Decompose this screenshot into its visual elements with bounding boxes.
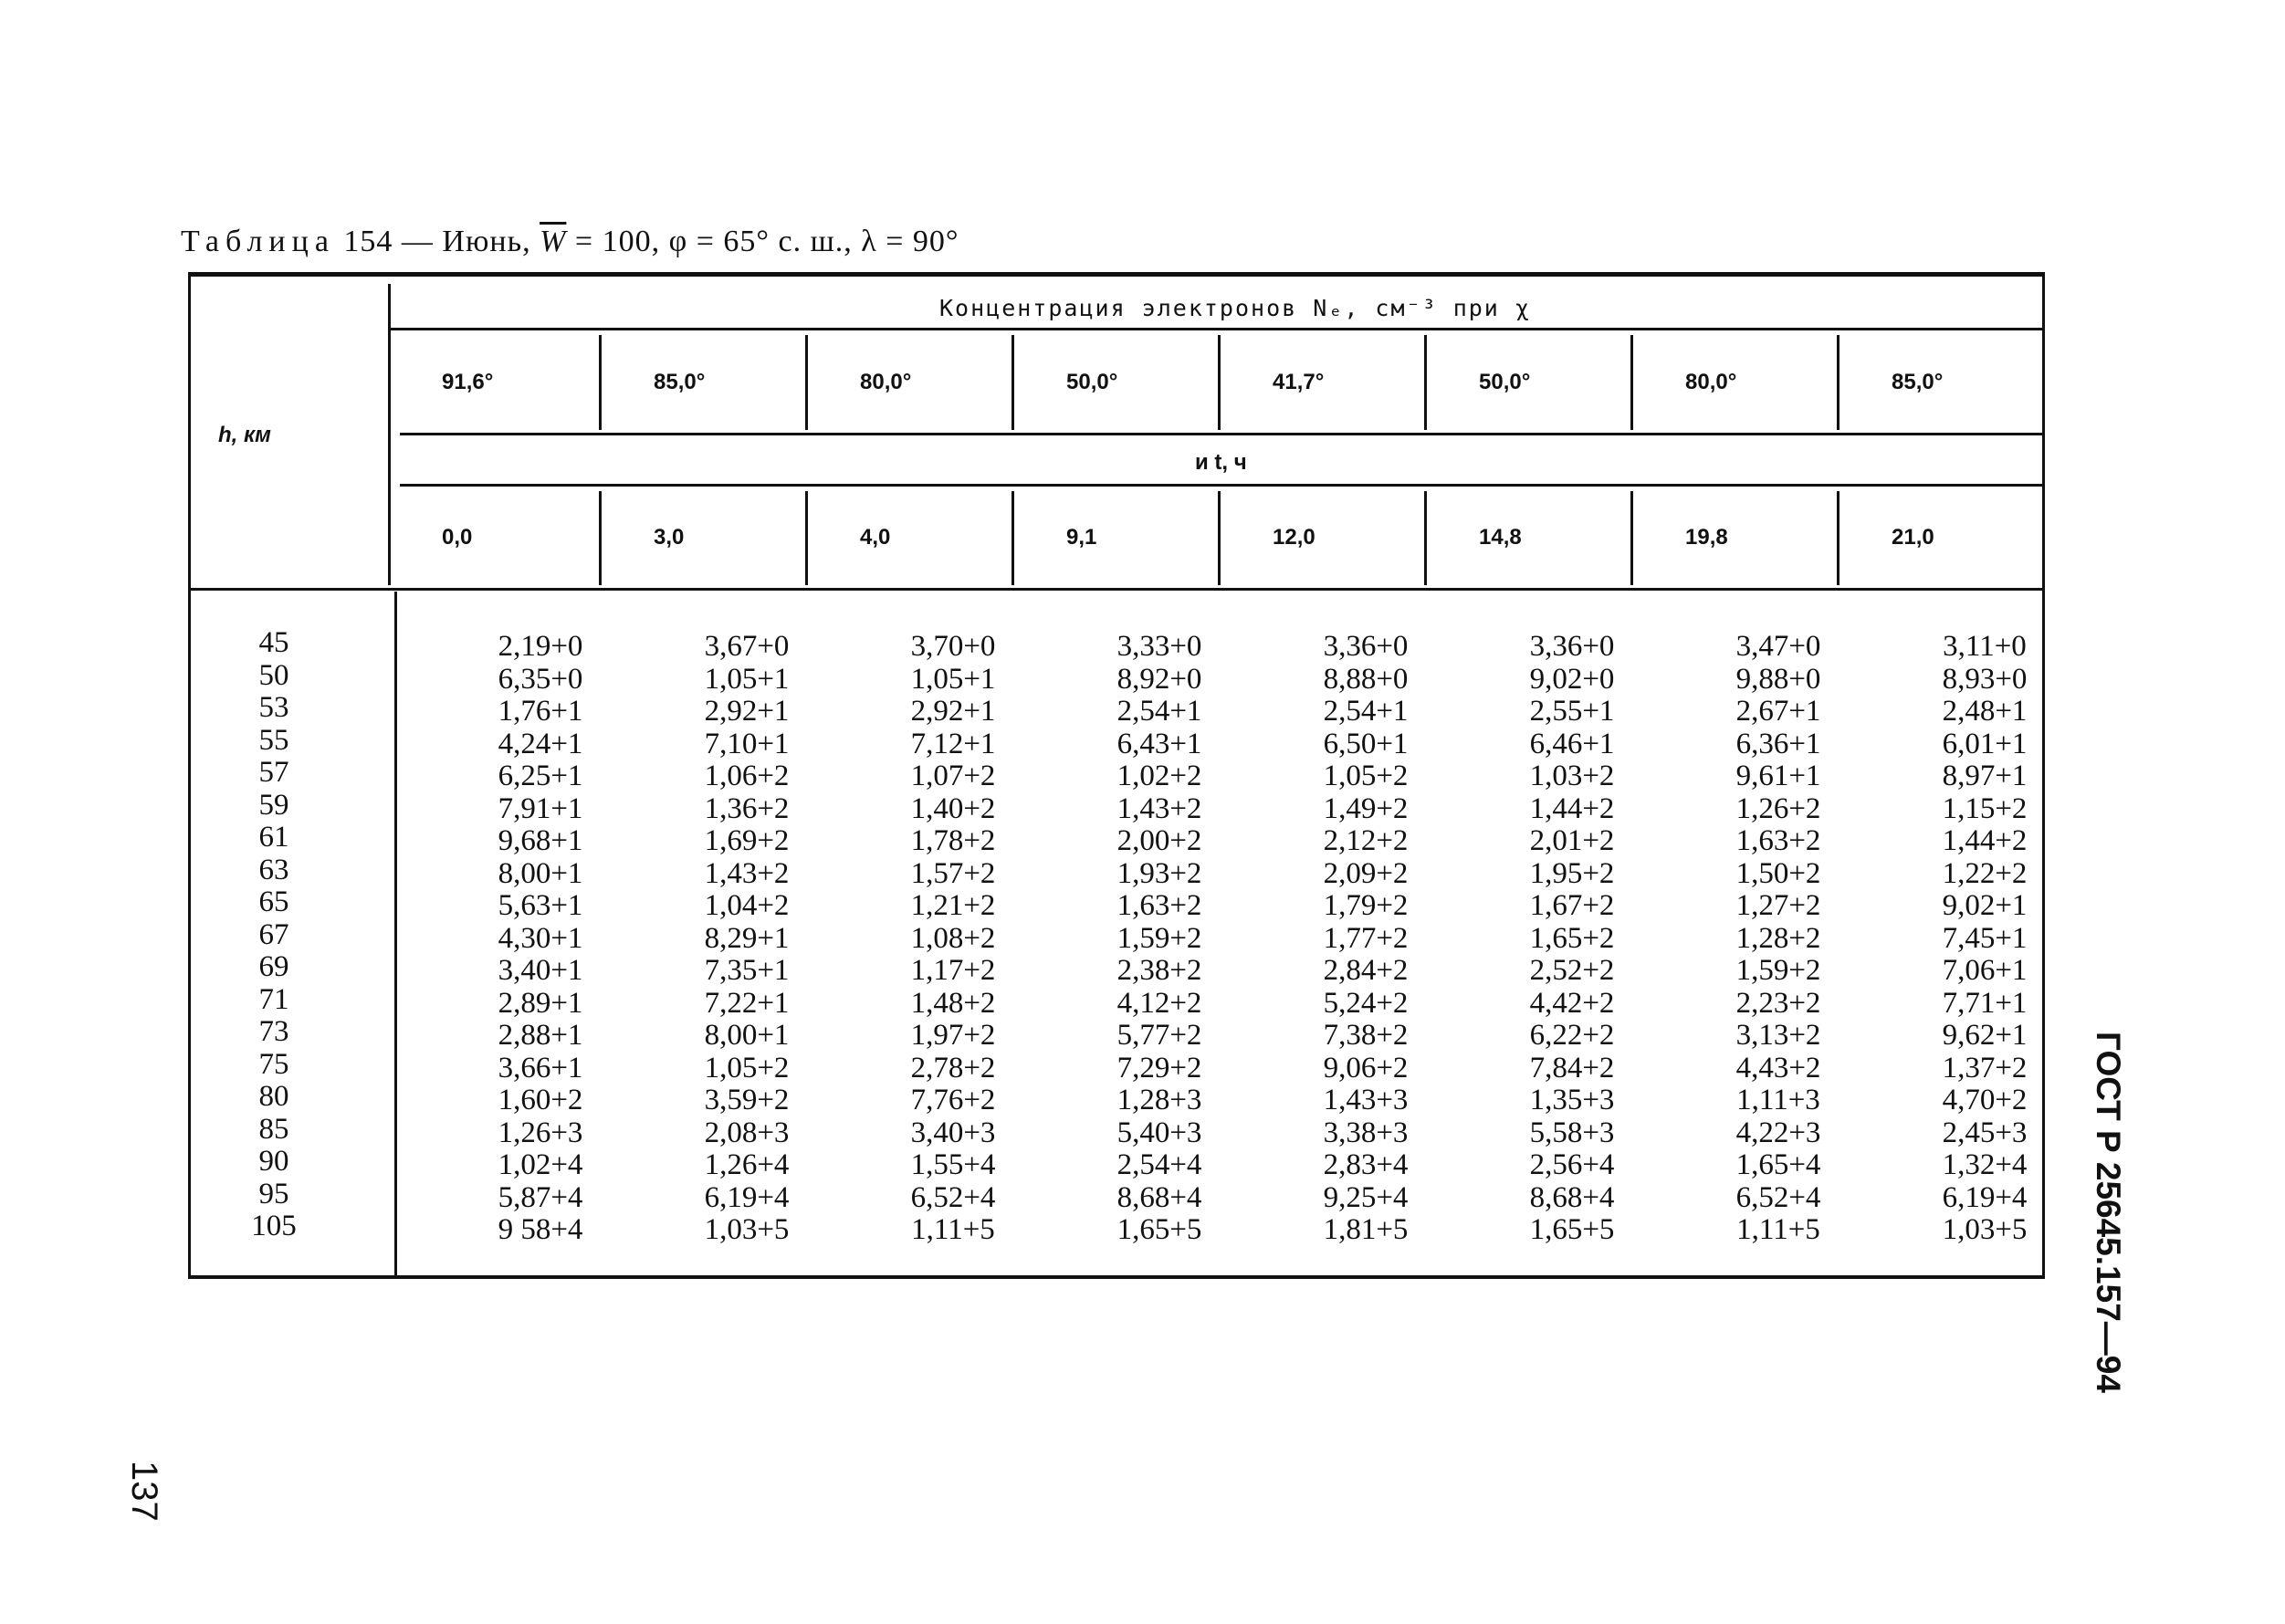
density-value: 8,88+0 <box>1323 662 1409 696</box>
chi-value: 50,0° <box>1479 370 1531 394</box>
density-value: 9,62+1 <box>1942 1019 2028 1052</box>
t-divider-1 <box>599 491 602 585</box>
h-value: 45 <box>258 626 289 659</box>
density-value: 1,65+2 <box>1529 921 1615 955</box>
standard-code: ГОСТ Р 25645.157—94 <box>2090 1032 2127 1393</box>
density-value: 3,13+2 <box>1735 1019 1821 1052</box>
density-value: 1,78+2 <box>910 824 996 857</box>
header-rule-2 <box>400 433 2045 435</box>
density-value: 1,03+5 <box>704 1213 790 1246</box>
density-value: 1,44+2 <box>1529 791 1615 825</box>
density-value: 3,38+3 <box>1323 1116 1409 1149</box>
density-value: 8,97+1 <box>1942 760 2028 792</box>
density-value: 4,42+2 <box>1529 986 1615 1020</box>
t-value: 12,0 <box>1273 525 1315 550</box>
t-divider-6 <box>1630 491 1633 585</box>
density-value: 3,70+0 <box>910 630 996 663</box>
density-value: 7,35+1 <box>704 954 790 987</box>
density-value: 3,67+0 <box>704 630 790 663</box>
h-values-column <box>224 627 324 1243</box>
density-value: 3,40+3 <box>910 1116 996 1149</box>
h-value: 69 <box>258 950 289 983</box>
density-value: 1,93+2 <box>1116 856 1202 890</box>
density-value: 1,55+4 <box>910 1148 996 1181</box>
density-value: 2,88+1 <box>498 1019 583 1052</box>
density-value: 1,28+3 <box>1116 1084 1202 1116</box>
density-value: 2,19+0 <box>498 630 583 663</box>
density-value: 3,36+0 <box>1323 630 1409 663</box>
density-value: 1,05+1 <box>910 662 996 696</box>
t-divider-3 <box>1011 491 1014 585</box>
t-divider-2 <box>805 491 808 585</box>
header-bottom-rule <box>191 588 2045 591</box>
density-value: 4,24+1 <box>498 727 583 760</box>
h-value: 63 <box>258 853 289 886</box>
density-value: 1,02+2 <box>1116 760 1202 792</box>
chi-value: 91,6° <box>442 370 494 394</box>
chi-divider-6 <box>1630 335 1633 430</box>
h-value: 67 <box>258 917 289 951</box>
density-value: 9,68+1 <box>498 824 583 857</box>
h-value: 75 <box>258 1047 289 1081</box>
density-value: 2,54+4 <box>1116 1148 1202 1181</box>
density-value: 9,88+0 <box>1735 662 1821 696</box>
density-value: 6,50+1 <box>1323 727 1409 760</box>
electron-density-table <box>188 272 2045 1279</box>
density-value: 1,17+2 <box>910 954 996 987</box>
density-value: 8,29+1 <box>704 921 790 955</box>
density-value: 2,92+1 <box>910 695 996 728</box>
h-value: 61 <box>258 821 289 854</box>
density-value: 8,00+1 <box>704 1019 790 1052</box>
density-value: 1,05+2 <box>704 1051 790 1084</box>
h-value: 55 <box>258 723 289 757</box>
density-value: 1,05+2 <box>1323 760 1409 792</box>
density-value: 8,93+0 <box>1942 662 2028 696</box>
density-value: 6,43+1 <box>1116 727 1202 760</box>
t-value: 3,0 <box>654 525 685 550</box>
density-value: 8,68+4 <box>1116 1180 1202 1214</box>
h-value: 90 <box>258 1145 289 1178</box>
density-value: 1,57+2 <box>910 856 996 890</box>
density-value: 2,84+2 <box>1323 954 1409 987</box>
t-divider-5 <box>1424 491 1427 585</box>
density-value: 8,00+1 <box>498 856 583 890</box>
density-value: 1,07+2 <box>910 760 996 792</box>
density-column <box>1469 631 1675 1247</box>
density-value: 7,76+2 <box>910 1084 996 1116</box>
t-value: 19,8 <box>1685 525 1728 550</box>
density-value: 4,22+3 <box>1735 1116 1821 1149</box>
density-value: 3,40+1 <box>498 954 583 987</box>
density-value: 1,63+2 <box>1116 889 1202 922</box>
density-value: 1,21+2 <box>910 889 996 922</box>
density-value: 9,61+1 <box>1735 760 1821 792</box>
chi-divider-5 <box>1424 335 1427 430</box>
density-value: 1,15+2 <box>1942 791 2028 825</box>
density-value: 4,70+2 <box>1942 1084 2028 1116</box>
density-value: 2,52+2 <box>1529 954 1615 987</box>
density-value: 3,47+0 <box>1735 630 1821 663</box>
h-value: 50 <box>258 658 289 692</box>
density-value: 1,43+3 <box>1323 1084 1409 1116</box>
density-value: 2,23+2 <box>1735 986 1821 1020</box>
header-rule-3 <box>400 484 2045 487</box>
density-value: 6,19+4 <box>704 1180 790 1214</box>
density-value: 6,01+1 <box>1942 727 2028 760</box>
density-value: 2,09+2 <box>1323 856 1409 890</box>
caption-w-symbol: $\overline{W}$ <box>540 225 567 258</box>
density-value: 1,02+4 <box>498 1148 583 1181</box>
chi-value: 80,0° <box>860 370 912 394</box>
density-value: 1,77+2 <box>1323 921 1409 955</box>
density-value: 1,69+2 <box>704 824 790 857</box>
density-value: 6,19+4 <box>1942 1180 2028 1214</box>
density-value: 5,63+1 <box>498 889 583 922</box>
h-value: 105 <box>251 1210 297 1242</box>
h-value: 85 <box>258 1112 289 1146</box>
chi-divider-2 <box>805 335 808 430</box>
t-divider-7 <box>1837 491 1840 585</box>
chi-value: 50,0° <box>1066 370 1118 394</box>
density-value: 2,56+4 <box>1529 1148 1615 1181</box>
density-value: 9,25+4 <box>1323 1180 1409 1214</box>
density-value: 7,38+2 <box>1323 1019 1409 1052</box>
density-column <box>437 631 644 1247</box>
density-value: 1,08+2 <box>910 921 996 955</box>
density-value: 2,48+1 <box>1942 695 2028 728</box>
density-value: 1,48+2 <box>910 986 996 1020</box>
density-value: 1,04+2 <box>704 889 790 922</box>
density-value: 9,02+1 <box>1942 889 2028 922</box>
density-value: 1,03+5 <box>1942 1213 2028 1246</box>
density-value: 7,84+2 <box>1529 1051 1615 1084</box>
density-value: 5,40+3 <box>1116 1116 1202 1149</box>
chi-value: 41,7° <box>1273 370 1325 394</box>
density-value: 7,45+1 <box>1942 921 2028 955</box>
density-value: 6,25+1 <box>498 760 583 792</box>
density-value: 2,54+1 <box>1116 695 1202 728</box>
density-value: 5,77+2 <box>1116 1019 1202 1052</box>
density-value: 1,26+3 <box>498 1116 583 1149</box>
h-column-header: h, км <box>218 423 271 447</box>
density-value: 1,43+2 <box>1116 791 1202 825</box>
density-value: 2,01+2 <box>1529 824 1615 857</box>
density-value: 4,12+2 <box>1116 986 1202 1020</box>
density-value: 1,81+5 <box>1323 1213 1409 1246</box>
density-value: 1,11+5 <box>1736 1213 1820 1246</box>
density-value: 2,67+1 <box>1735 695 1821 728</box>
density-value: 1,43+2 <box>704 856 790 890</box>
density-value: 3,36+0 <box>1529 630 1615 663</box>
chi-divider-7 <box>1837 335 1840 430</box>
h-column-divider-body <box>394 592 397 1276</box>
header-rule-1 <box>391 328 2045 330</box>
density-value: 6,52+4 <box>1735 1180 1821 1214</box>
density-value: 2,55+1 <box>1529 695 1615 728</box>
density-value: 1,28+2 <box>1735 921 1821 955</box>
density-column <box>1056 631 1263 1247</box>
density-value: 2,45+3 <box>1942 1116 2028 1149</box>
density-value: 3,66+1 <box>498 1051 583 1084</box>
density-value: 1,11+3 <box>1736 1084 1820 1116</box>
density-value: 2,54+1 <box>1323 695 1409 728</box>
density-value: 1,59+2 <box>1116 921 1202 955</box>
density-value: 6,52+4 <box>910 1180 996 1214</box>
t-value: 9,1 <box>1066 525 1097 550</box>
chi-divider-4 <box>1218 335 1221 430</box>
density-column <box>1675 631 1881 1247</box>
density-value: 1,37+2 <box>1942 1051 2028 1084</box>
density-value: 1,79+2 <box>1323 889 1409 922</box>
density-value: 2,89+1 <box>498 986 583 1020</box>
density-value: 5,58+3 <box>1529 1116 1615 1149</box>
density-value: 8,68+4 <box>1529 1180 1615 1214</box>
density-value: 5,24+2 <box>1323 986 1409 1020</box>
density-value: 2,38+2 <box>1116 954 1202 987</box>
density-value: 1,32+4 <box>1942 1148 2028 1181</box>
caption-prefix: Таблица <box>181 225 335 258</box>
density-value: 1,44+2 <box>1942 824 2028 857</box>
density-value: 7,06+1 <box>1942 954 2028 987</box>
density-column <box>644 631 850 1247</box>
density-value: 1,97+2 <box>910 1019 996 1052</box>
density-value: 1,35+3 <box>1529 1084 1615 1116</box>
density-value: 9 58+4 <box>498 1213 583 1246</box>
density-value: 1,63+2 <box>1735 824 1821 857</box>
density-value: 3,33+0 <box>1116 630 1202 663</box>
density-value: 8,92+0 <box>1116 662 1202 696</box>
chi-divider-3 <box>1011 335 1014 430</box>
density-value: 1,26+2 <box>1735 791 1821 825</box>
density-value: 7,12+1 <box>910 727 996 760</box>
h-value: 95 <box>258 1177 289 1210</box>
h-value: 59 <box>258 788 289 822</box>
density-value: 1,95+2 <box>1529 856 1615 890</box>
page-number: 137 <box>124 1461 164 1522</box>
density-value: 2,78+2 <box>910 1051 996 1084</box>
density-value: 1,40+2 <box>910 791 996 825</box>
density-value: 7,91+1 <box>498 791 583 825</box>
density-column <box>1263 631 1469 1247</box>
density-value: 1,36+2 <box>704 791 790 825</box>
density-column <box>1881 631 2088 1247</box>
density-value: 3,59+2 <box>704 1084 790 1116</box>
h-value: 53 <box>258 691 289 724</box>
density-value: 2,92+1 <box>704 695 790 728</box>
density-value: 1,67+2 <box>1529 889 1615 922</box>
density-value: 7,22+1 <box>704 986 790 1020</box>
h-value: 73 <box>258 1015 289 1048</box>
table-caption <box>181 225 959 259</box>
density-value: 1,65+4 <box>1735 1148 1821 1181</box>
density-value: 1,65+5 <box>1116 1213 1202 1246</box>
density-value: 7,71+1 <box>1942 986 2028 1020</box>
density-column <box>850 631 1056 1247</box>
density-value: 2,83+4 <box>1323 1148 1409 1181</box>
density-value: 1,49+2 <box>1323 791 1409 825</box>
density-value: 1,11+5 <box>911 1213 995 1246</box>
concentration-header: Концентрация электронов Nₑ, см⁻³ при χ <box>939 295 1531 321</box>
density-value: 2,08+3 <box>704 1116 790 1149</box>
density-value: 1,50+2 <box>1735 856 1821 890</box>
density-value: 1,59+2 <box>1735 954 1821 987</box>
density-value: 1,22+2 <box>1942 856 2028 890</box>
density-value: 7,10+1 <box>704 727 790 760</box>
density-value: 7,29+2 <box>1116 1051 1202 1084</box>
density-value: 6,22+2 <box>1529 1019 1615 1052</box>
t-value: 21,0 <box>1892 525 1934 550</box>
density-value: 1,60+2 <box>498 1084 583 1116</box>
chi-value: 80,0° <box>1685 370 1737 394</box>
density-value: 9,06+2 <box>1323 1051 1409 1084</box>
h-value: 71 <box>258 982 289 1016</box>
density-value: 4,43+2 <box>1735 1051 1821 1084</box>
density-value: 1,26+4 <box>704 1148 790 1181</box>
chi-value: 85,0° <box>654 370 706 394</box>
density-value: 1,27+2 <box>1735 889 1821 922</box>
density-value: 2,00+2 <box>1116 824 1202 857</box>
caption-number: 154 — Июнь, <box>334 225 540 258</box>
density-value: 6,35+0 <box>498 662 583 696</box>
density-value: 1,06+2 <box>704 760 790 792</box>
density-value: 2,12+2 <box>1323 824 1409 857</box>
density-value: 6,36+1 <box>1735 727 1821 760</box>
density-value: 1,65+5 <box>1529 1213 1615 1246</box>
h-value: 65 <box>258 885 289 918</box>
t-value: 14,8 <box>1479 525 1522 550</box>
time-header: и t, ч <box>1195 450 1247 475</box>
h-value: 57 <box>258 756 289 789</box>
density-value: 1,76+1 <box>498 695 583 728</box>
chi-value: 85,0° <box>1892 370 1944 394</box>
density-value: 5,87+4 <box>498 1180 583 1214</box>
density-value: 9,02+0 <box>1529 662 1615 696</box>
caption-parameters: = 100, φ = 65° с. ш., λ = 90° <box>566 225 959 258</box>
density-value: 4,30+1 <box>498 921 583 955</box>
density-value: 1,03+2 <box>1529 760 1615 792</box>
h-value: 80 <box>258 1080 289 1113</box>
t-divider-4 <box>1218 491 1221 585</box>
chi-divider-1 <box>599 335 602 430</box>
density-value: 6,46+1 <box>1529 727 1615 760</box>
t-value: 4,0 <box>860 525 891 550</box>
density-value: 1,05+1 <box>704 662 790 696</box>
density-value: 3,11+0 <box>1943 630 2027 663</box>
t-value: 0,0 <box>442 525 473 550</box>
